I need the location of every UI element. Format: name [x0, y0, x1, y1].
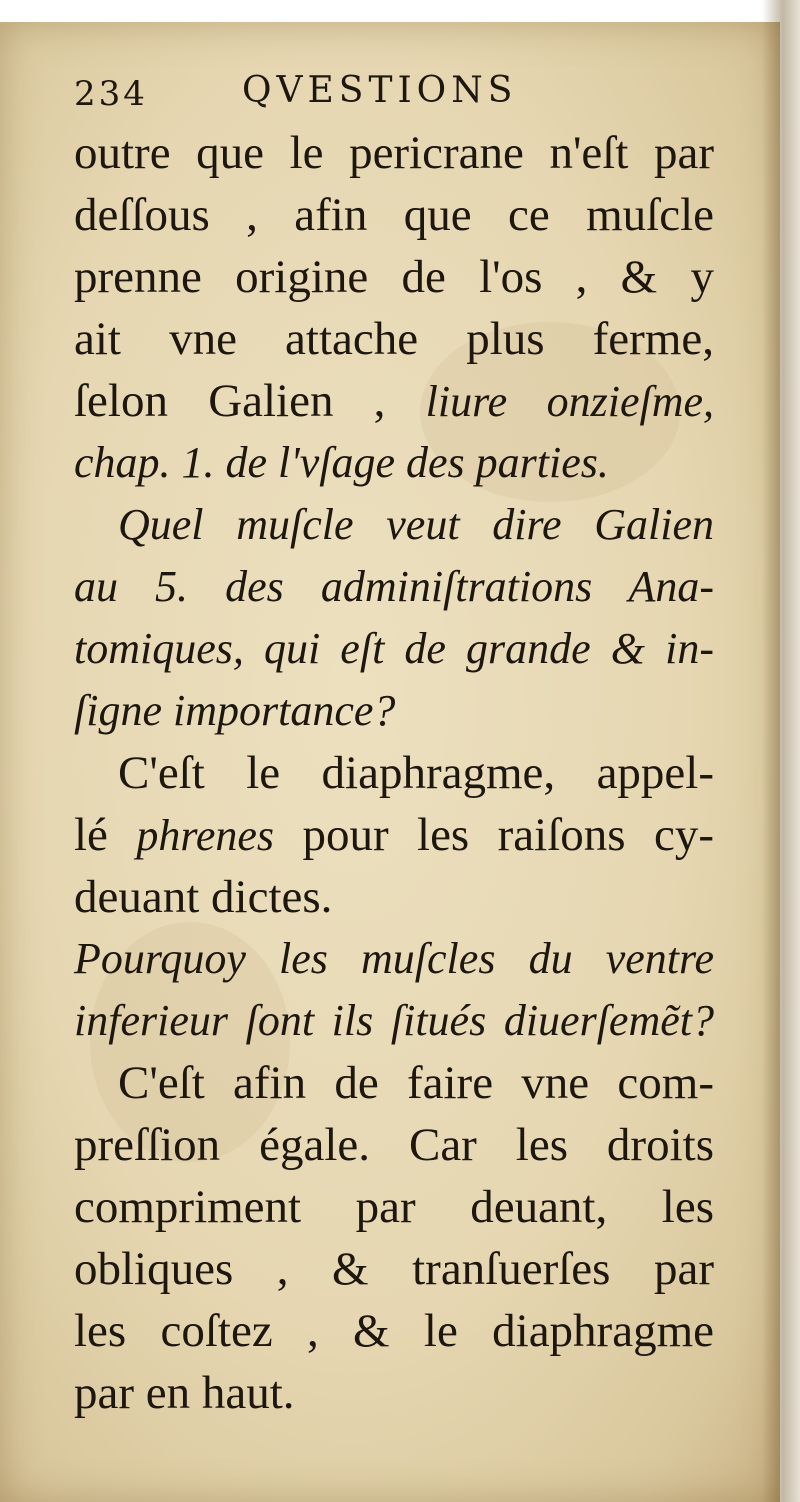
text-line: C'eſt afin de faire vne com-: [118, 1057, 714, 1109]
text-roman-run: pour les raiſons cy-: [274, 809, 714, 861]
book-gutter-shadow: [762, 0, 800, 1502]
text-line-italic: Quel muſcle veut dire Galien: [118, 500, 714, 549]
running-head-title: QVESTIONS: [242, 70, 518, 111]
text-line: deuant dictes.: [74, 871, 333, 923]
paragraph-answer-continued: [74, 122, 714, 494]
text-line: compriment par deuant, les: [74, 1181, 714, 1233]
paragraph-answer: [74, 1052, 714, 1424]
text-line-italic: inferieur ſont ils ſitués diuerſemẽt?: [74, 996, 714, 1045]
text-line-mixed: [74, 804, 714, 866]
text-line: preſſion égale. Car les droits: [74, 1119, 714, 1171]
page-number: 234: [74, 74, 148, 114]
text-line: par en haut.: [74, 1367, 295, 1419]
text-line: deſſous , afin que ce muſcle: [74, 189, 714, 241]
text-line-italic: ſigne importance?: [74, 686, 396, 735]
text-line-mixed: [74, 370, 714, 432]
text-italic-run: phrenes: [136, 811, 275, 860]
text-italic-run: liure onzieſme,: [425, 377, 714, 426]
text-line: obliques , & tranſuerſes par: [74, 1243, 714, 1295]
paragraph-answer: [74, 742, 714, 928]
text-block: [74, 66, 714, 1424]
text-line: outre que le pericrane n'eſt par: [74, 127, 714, 179]
text-line-italic: chap. 1. de l'vſage des parties.: [74, 438, 609, 487]
running-head: [74, 66, 714, 122]
text-line: prenne origine de l'os , & y: [74, 251, 714, 303]
text-line: les coſtez , & le diaphragme: [74, 1305, 714, 1357]
paragraph-question: [74, 494, 714, 742]
text-line-italic: au 5. des adminiſtrations Ana-: [74, 562, 714, 611]
text-line-italic: tomiques, qui eſt de grande & in-: [74, 624, 714, 673]
text-line: C'eſt le diaphragme, appel-: [118, 747, 714, 799]
text-roman-run: lé: [74, 809, 137, 861]
text-line: ait vne attache plus ferme,: [74, 313, 714, 365]
paragraph-question: [74, 928, 714, 1052]
text-roman-run: ſelon Galien ,: [74, 375, 426, 427]
text-line-italic: Pourquoy les muſcles du ventre: [74, 934, 714, 983]
